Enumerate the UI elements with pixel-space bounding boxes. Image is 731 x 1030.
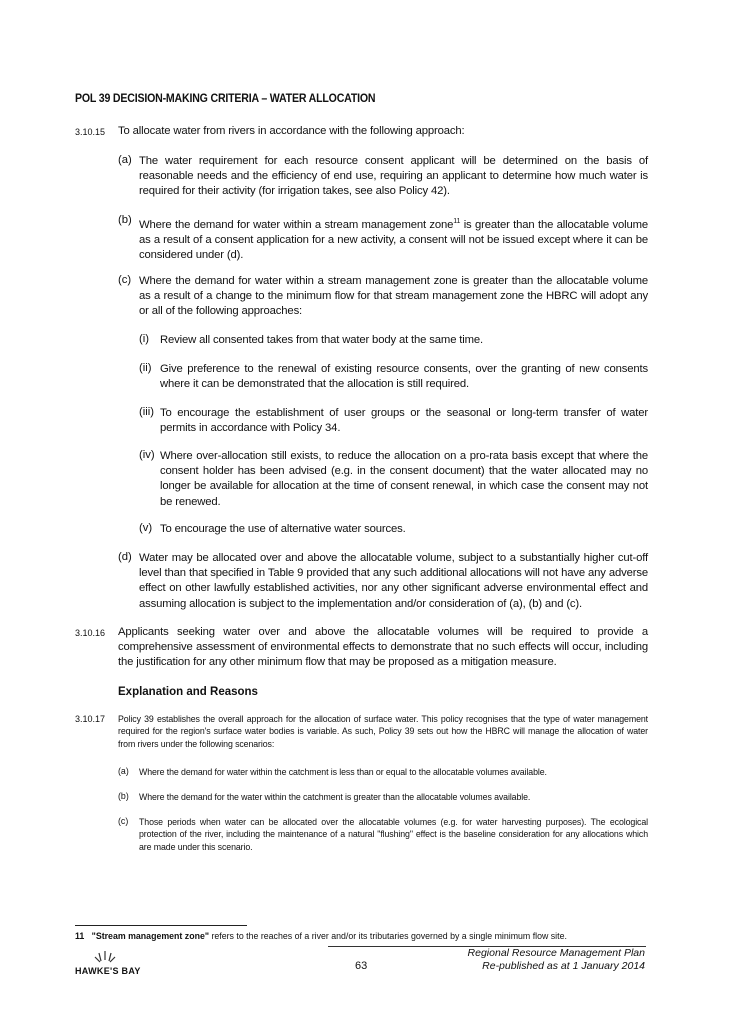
- item-c-v-label: (v): [139, 522, 153, 534]
- logo-text: HAWKE'S BAY: [75, 966, 141, 976]
- clause-3-10-16-text: Applicants seeking water over and above the allocatable volumes will be required to provide a comprehensive assessment of environmental effects to demonstrate that no such effects will occur, including the justification for any other minimum flow that may be proposed as a mitigation measure.: [118, 626, 648, 669]
- plan-title: Regional Resource Management Plan: [467, 947, 645, 959]
- item-c-text: Where the demand for water within a stream management zone is greater than the allocatable volume as a result of a change to the minimum flow for that stream management zone the HBRC will adopt any or all of the following approaches:: [139, 275, 648, 318]
- clause-number-3-10-15: 3.10.15: [75, 127, 106, 137]
- policy-heading: POL 39 DECISION-MAKING CRITERIA – WATER ALLOCATION: [75, 93, 376, 105]
- item-c-i-label: (i): [139, 333, 150, 345]
- item-a-label: (a): [118, 154, 132, 166]
- item-c-iii-label: (iii): [139, 406, 155, 418]
- scenario-c-text: Those periods when water can be allocated over the allocatable volumes (e.g. for water harvesting purposes). The ecological protection of the river, including the maintenance of a natural "flushing" effect is the baseline consideration for any allocations which are made under this scenario.: [139, 817, 648, 852]
- clause-3-10-17-text: Policy 39 establishes the overall approach for the allocation of surface water. This policy recognises that the type of water management required for the region's surface water bodies is variable. As such, Policy 39 sets out how the HBRC will manage the allocation of water from rivers under the following scenarios:: [118, 714, 648, 749]
- explanation-subheading: Explanation and Reasons: [118, 686, 258, 698]
- footnote-divider: [75, 925, 247, 926]
- item-c-i-text: Review all consented takes from that water body at the same time.: [160, 334, 484, 346]
- clause-number-3-10-17: 3.10.17: [75, 714, 106, 724]
- item-d-text: Water may be allocated over and above the allocatable volume, subject to a substantially higher cut-off level than that specified in Table 9 provided that any such additional allocations will not have any adverse effect on other lawfully established activities, nor any other significant adverse environmental effect and assuming allocation is subject to the implementation and/or consideration of (a), (b) and (c).: [139, 552, 648, 610]
- plan-date: Re-published as at 1 January 2014: [482, 960, 645, 972]
- scenario-a-text: Where the demand for water within the catchment is less than or equal to the allocatable volumes available.: [139, 767, 547, 777]
- item-c-iv-label: (iv): [139, 449, 155, 461]
- item-a-text: The water requirement for each resource consent applicant will be determined on the basis of reasonable needs and the efficiency of end use, requiring an applicant to determine how much water is required for their activity (for irrigation takes, see also Policy 42).: [139, 155, 648, 198]
- item-b-label: (b): [118, 214, 132, 226]
- scenario-a-label: (a): [118, 766, 129, 776]
- clause-3-10-15-intro: To allocate water from rivers in accordance with the following approach:: [118, 125, 465, 137]
- scenario-b-label: (b): [118, 791, 129, 801]
- footnote: 11 "Stream management zone" refers to the reaches of a river and/or its tributaries governed by a single minimum flow site.: [75, 931, 567, 941]
- item-c-label: (c): [118, 274, 132, 286]
- item-c-iv-text: Where over-allocation still exists, to reduce the allocation on a pro-rata basis except that where the consent holder has been advised (e.g. in the consent document) that the water allocated may no longer be available for allocation at the time of consent renewal, in which case the consent may not be renewed.: [160, 450, 648, 508]
- clause-number-3-10-16: 3.10.16: [75, 628, 106, 638]
- item-d-label: (d): [118, 551, 132, 563]
- page-number: 63: [355, 960, 368, 972]
- plan-title-block: [468, 947, 645, 973]
- scenario-b-text: Where the demand for the water within the catchment is greater than the allocatable volumes available.: [139, 792, 531, 802]
- item-c-iii-text: To encourage the establishment of user groups or the seasonal or long-term transfer of water permits in accordance with Policy 34.: [160, 407, 648, 435]
- scenario-c-label: (c): [118, 816, 129, 826]
- item-c-ii-label: (ii): [139, 362, 152, 374]
- item-c-v-text: To encourage the use of alternative water sources.: [160, 523, 406, 535]
- footnote-reference: 11: [453, 218, 461, 225]
- item-c-ii-text: Give preference to the renewal of existing resource consents, over the granting of new consents where it can be demonstrated that the allocation is still required.: [160, 363, 648, 391]
- item-b-text: Where the demand for water within a stream management zone$^{11}$ is greater than the allocatable volume as a result of a consent application for a new activity, a consent will not be issued except where it can be considered under (d).: [139, 218, 648, 262]
